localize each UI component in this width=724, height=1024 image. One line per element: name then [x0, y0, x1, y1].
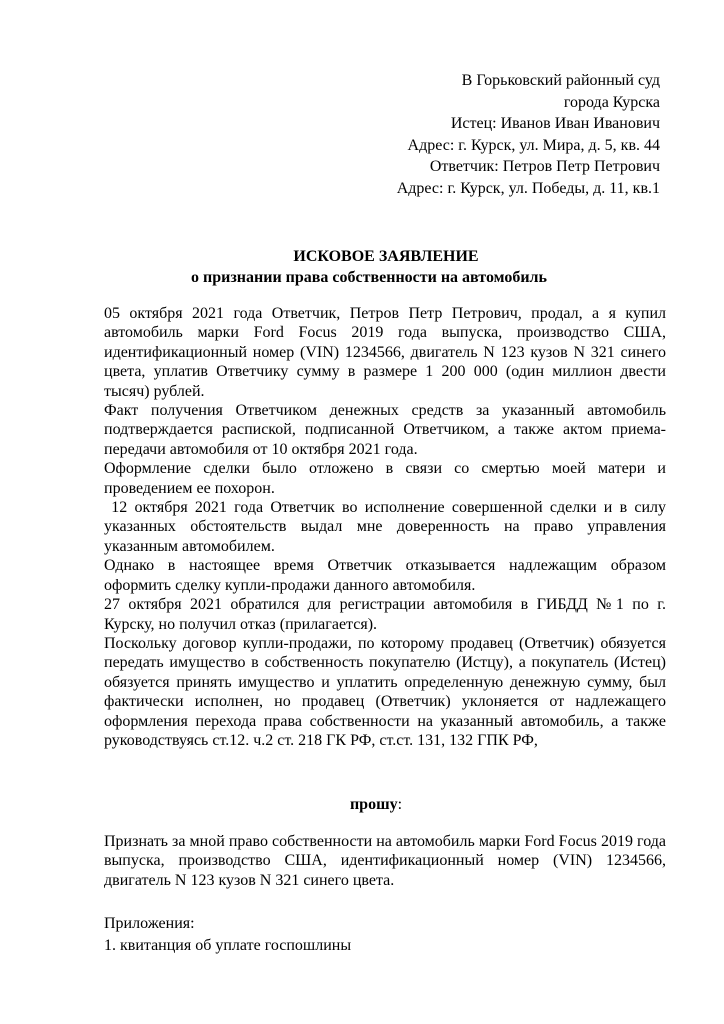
request-heading: [0, 796, 724, 814]
addressee-block: [397, 70, 660, 199]
body-paragraph: 05 октября 2021 года Ответчик, Петров Петр Петрович, продал, а я купил автомобиль марки Ford Focus 2019 года выпуска, производство США, идентификационный номер (VIN) 1234566, двигатель N 123 кузов N 321 синего цвета, уплатив Ответчику сумму в размере 1 200 000 (один миллион двести тысяч) рублей.: [104, 305, 666, 400]
header-line-plaintiff-address: Адрес: г. Курск, ул. Мира, д. 5, кв. 44: [407, 136, 660, 154]
header-line-city: города Курска: [563, 93, 660, 111]
claim-body: [104, 304, 671, 750]
title-main: ИСКОВОЕ ЗАЯВЛЕНИЕ: [293, 248, 479, 265]
request-colon: :: [397, 796, 403, 813]
body-paragraph: Поскольку договор купли-продажи, по которому продавец (Ответчик) обязуется передать имущество в собственность покупателю (Истцу), а покупатель (Истец) обязуется принять имущество и уплатить определенную денежную сумму, был фактически исполнен, но продавец (Ответчик) уклоняется от надлежащего оформления перехода права собственности на указанный автомобиль, а также руководствуясь ст.12. ч.2 ст. 218 ГК РФ, ст.ст. 131, 132 ГПК РФ,: [104, 634, 666, 749]
document-title: [0, 246, 724, 288]
header-line-defendant: Ответчик: Петров Петр Петрович: [429, 158, 660, 175]
body-paragraph: Факт получения Ответчиком денежных средств за указанный автомобиль подтверждается распиской, подписанной Ответчиком, а также актом приема-передачи автомобиля от 10 октября 2021 года.: [104, 402, 666, 458]
body-paragraph: 12 октября 2021 года Ответчик во исполнение совершенной сделки и в силу указанных обстоятельств выдал мне доверенность на право управления указанным автомобилем.: [104, 499, 671, 555]
title-sub: о признании права собственности на автомобиль: [191, 269, 547, 286]
body-paragraph: 27 октября 2021 обратился для регистрации автомобиля в ГИБДД №1 по г. Курску, но получил отказ (прилагается).: [104, 596, 666, 633]
petition-text: Признать за мной право собственности на автомобиль марки Ford Focus 2019 года выпуска, производство США, идентификационный номер (VIN) 1234566, двигатель N 123 кузов N 321 синего цвета.: [104, 833, 666, 889]
request-word: прошу: [349, 796, 398, 813]
body-paragraph: Оформление сделки было отложено в связи со смертью моей матери и проведением ее похорон.: [104, 460, 666, 497]
attachments-block: [104, 913, 351, 957]
attachments-heading: Приложения:: [104, 915, 195, 932]
attachment-item: 1. квитанция об уплате госпошлины: [104, 937, 352, 954]
header-line-plaintiff: Истец: Иванов Иван Иванович: [450, 115, 660, 132]
header-line-court: В Горьковский районный суд: [461, 72, 660, 89]
header-line-defendant-address: Адрес: г. Курск, ул. Победы, д. 11, кв.1: [396, 179, 660, 197]
body-paragraph: Однако в настоящее время Ответчик отказывается надлежащим образом оформить сделку купли-продажи данного автомобиля.: [104, 557, 666, 594]
